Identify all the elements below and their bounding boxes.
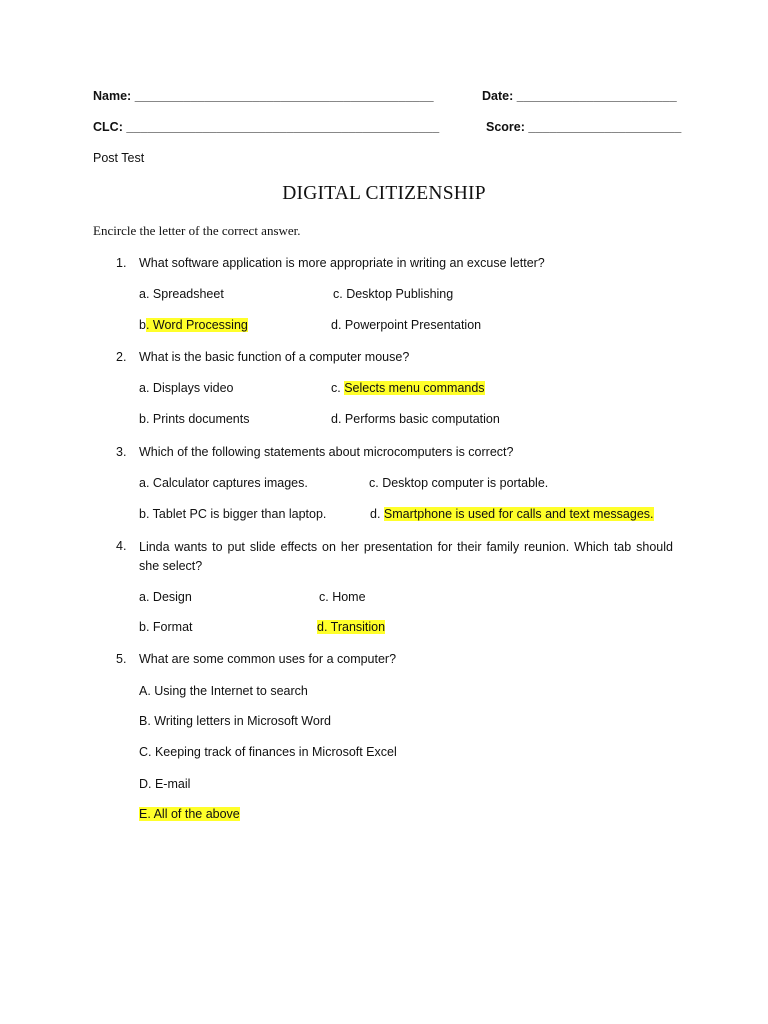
question-text: Linda wants to put slide effects on her presentation for their family reunion. Which tab should she select? — [139, 540, 673, 573]
option-letter: a. — [139, 287, 150, 301]
option-text: Home — [328, 590, 366, 604]
option-text-highlighted: E. All of the above — [139, 807, 240, 821]
option-text-highlighted: d. Transition — [317, 620, 386, 634]
score-line[interactable]: ______________________ — [528, 120, 682, 134]
option-letter: a. — [139, 476, 150, 490]
score-label: Score: — [486, 120, 525, 134]
question-number: 3. — [116, 445, 127, 459]
option-d[interactable] — [317, 619, 385, 635]
option-letter: d. — [331, 412, 342, 426]
option-a[interactable] — [139, 475, 308, 491]
clc-field[interactable] — [93, 119, 439, 135]
name-field[interactable] — [93, 88, 434, 104]
option-a[interactable]: A. Using the Internet to search — [139, 684, 308, 698]
question-number: 1. — [116, 256, 127, 270]
option-b[interactable] — [139, 317, 248, 333]
option-letter: c. — [319, 590, 329, 604]
option-letter: c. — [331, 381, 341, 395]
question-text: What is the basic function of a computer mouse? — [139, 350, 410, 364]
option-b[interactable] — [139, 506, 326, 522]
option-text-highlighted: Selects menu commands — [344, 381, 485, 395]
option-letter: d. — [370, 507, 381, 521]
option-text: Desktop computer is portable. — [378, 476, 549, 490]
score-field[interactable] — [486, 119, 681, 135]
option-c[interactable] — [369, 475, 548, 491]
option-c[interactable] — [331, 380, 485, 396]
question-number: 4. — [116, 539, 127, 553]
date-line[interactable]: _______________________ — [516, 89, 677, 103]
option-letter: a. — [139, 381, 150, 395]
option-text: Powerpoint Presentation — [341, 318, 482, 332]
option-b[interactable] — [139, 619, 193, 635]
name-line[interactable]: ___________________________________________ — [134, 89, 434, 103]
option-d[interactable] — [331, 411, 500, 427]
option-b[interactable]: B. Writing letters in Microsoft Word — [139, 714, 331, 728]
option-letter: b — [139, 318, 146, 332]
option-letter: b. — [139, 507, 150, 521]
page-title: DIGITAL CITIZENSHIP — [282, 183, 486, 204]
option-c[interactable] — [333, 286, 453, 302]
name-label: Name: — [93, 89, 132, 103]
post-test-label: Post Test — [93, 151, 145, 165]
question-text: What are some common uses for a computer? — [139, 652, 397, 666]
date-field[interactable] — [482, 88, 677, 104]
option-c[interactable]: C. Keeping track of finances in Microsoft Excel — [139, 745, 397, 759]
option-letter: d. — [331, 318, 342, 332]
clc-label: CLC: — [93, 120, 123, 134]
instructions: Encircle the letter of the correct answer. — [93, 223, 301, 238]
question-number: 2. — [116, 350, 127, 364]
option-a[interactable] — [139, 589, 192, 605]
date-label: Date: — [482, 89, 514, 103]
option-text: Desktop Publishing — [342, 287, 454, 301]
option-letter: a. — [139, 590, 150, 604]
option-text: Design — [149, 590, 192, 604]
option-letter: c. — [333, 287, 343, 301]
option-d[interactable] — [370, 506, 654, 522]
option-letter: c. — [369, 476, 379, 490]
option-d[interactable]: D. E-mail — [139, 777, 191, 791]
option-text-highlighted: . Word Processing — [145, 318, 248, 332]
option-text: Calculator captures images. — [149, 476, 308, 490]
option-text: Prints documents — [149, 412, 250, 426]
option-a[interactable] — [139, 286, 224, 302]
option-text: Tablet PC is bigger than laptop. — [149, 507, 327, 521]
option-text: Displays video — [149, 381, 234, 395]
option-c[interactable] — [319, 589, 366, 605]
option-letter: b. — [139, 620, 150, 634]
option-b[interactable] — [139, 411, 249, 427]
option-text: Performs basic computation — [341, 412, 500, 426]
clc-line[interactable]: _____________________________________________ — [126, 120, 440, 134]
option-letter: b. — [139, 412, 150, 426]
option-e[interactable] — [139, 806, 240, 822]
option-text-highlighted: Smartphone is used for calls and text messages. — [383, 507, 654, 521]
option-text: Spreadsheet — [149, 287, 224, 301]
option-d[interactable] — [331, 317, 481, 333]
question-text: What software application is more appropriate in writing an excuse letter? — [139, 256, 545, 270]
option-text: Format — [149, 620, 193, 634]
question-text: Which of the following statements about microcomputers is correct? — [139, 445, 514, 459]
option-a[interactable] — [139, 380, 234, 396]
question-number: 5. — [116, 652, 127, 666]
